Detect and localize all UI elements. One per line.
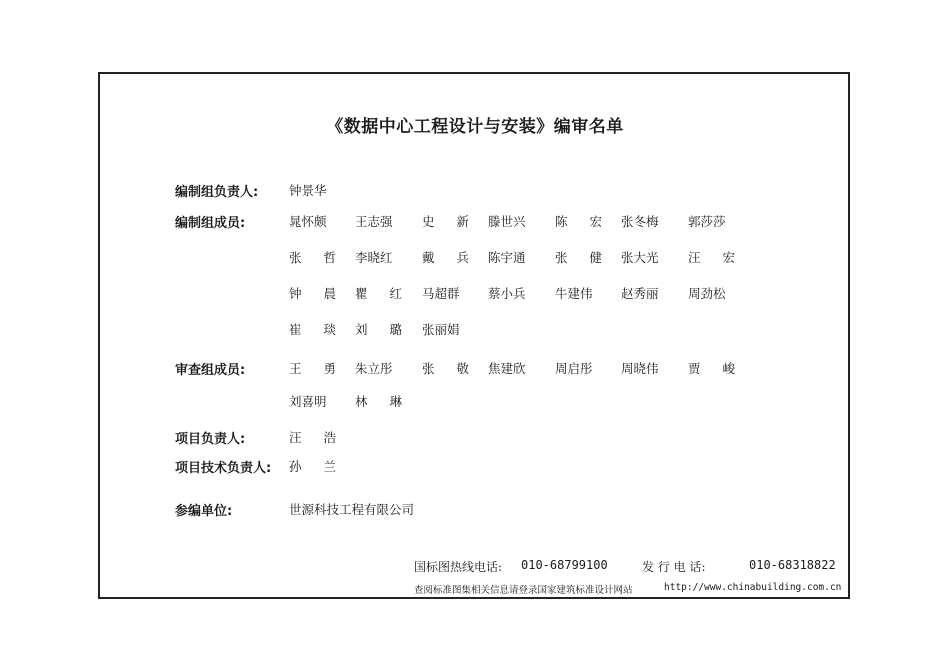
member-name: 张 哲 bbox=[289, 250, 345, 265]
member-name: 张大光 bbox=[621, 250, 659, 265]
member-name: 周启彤 bbox=[555, 361, 593, 376]
query-text: 查阅标准图集相关信息请登录国家建筑标准设计网站 bbox=[414, 585, 633, 596]
member-name: 张冬梅 bbox=[621, 214, 659, 229]
member-name: 戴 兵 bbox=[422, 250, 478, 265]
reviewers-label: 审查组成员: bbox=[175, 363, 246, 378]
member-name: 李晓红 bbox=[355, 250, 393, 265]
member-name: 晁怀颇 bbox=[289, 214, 327, 229]
document-border bbox=[98, 72, 850, 599]
member-name: 张 健 bbox=[555, 250, 611, 265]
member-name: 赵秀丽 bbox=[621, 286, 659, 301]
member-name: 王志强 bbox=[355, 214, 393, 229]
member-name: 贾 峻 bbox=[688, 361, 744, 376]
member-name: 钟 晨 bbox=[289, 286, 345, 301]
participant-name: 世源科技工程有限公司 bbox=[289, 502, 415, 517]
member-name: 郭莎莎 bbox=[688, 214, 726, 229]
member-name: 滕世兴 bbox=[488, 214, 526, 229]
member-name: 陈宇通 bbox=[488, 250, 526, 265]
member-name: 汪 宏 bbox=[688, 250, 744, 265]
member-name: 陈 宏 bbox=[555, 214, 611, 229]
member-name: 张丽娟 bbox=[422, 322, 460, 337]
chief-editor-name: 钟景华 bbox=[289, 183, 327, 198]
member-name: 刘喜明 bbox=[289, 394, 327, 409]
project-lead-label: 项目负责人: bbox=[175, 432, 246, 447]
participant-label: 参编单位: bbox=[175, 504, 233, 519]
issue-label: 发 行 电 话: bbox=[642, 560, 706, 574]
member-name: 史 新 bbox=[422, 214, 478, 229]
hotline-number: 010-68799100 bbox=[521, 558, 608, 572]
project-lead-name: 汪 浩 bbox=[289, 430, 345, 445]
member-name: 瞿 红 bbox=[355, 286, 411, 301]
member-name: 蔡小兵 bbox=[488, 286, 526, 301]
member-name: 周晓伟 bbox=[621, 361, 659, 376]
member-name: 崔 琰 bbox=[289, 322, 345, 337]
member-name: 王 勇 bbox=[289, 361, 345, 376]
editors-label: 编制组成员: bbox=[175, 216, 246, 231]
website-link[interactable]: http://www.chinabuilding.com.cn bbox=[664, 582, 842, 593]
issue-number: 010-68318822 bbox=[749, 558, 836, 572]
member-name: 林 琳 bbox=[355, 394, 411, 409]
hotline-label: 国标图热线电话: bbox=[414, 560, 503, 574]
tech-lead-name: 孙 兰 bbox=[289, 459, 345, 474]
member-name: 朱立彤 bbox=[355, 361, 393, 376]
chief-editor-label: 编制组负责人: bbox=[175, 185, 259, 200]
member-name: 牛建伟 bbox=[555, 286, 593, 301]
tech-lead-label: 项目技术负责人: bbox=[175, 461, 272, 476]
document-title: 《数据中心工程设计与安装》编审名单 bbox=[326, 117, 624, 137]
member-name: 焦建欣 bbox=[488, 361, 526, 376]
member-name: 周劲松 bbox=[688, 286, 726, 301]
member-name: 刘 璐 bbox=[355, 322, 411, 337]
member-name: 张 敬 bbox=[422, 361, 478, 376]
member-name: 马超群 bbox=[422, 286, 460, 301]
